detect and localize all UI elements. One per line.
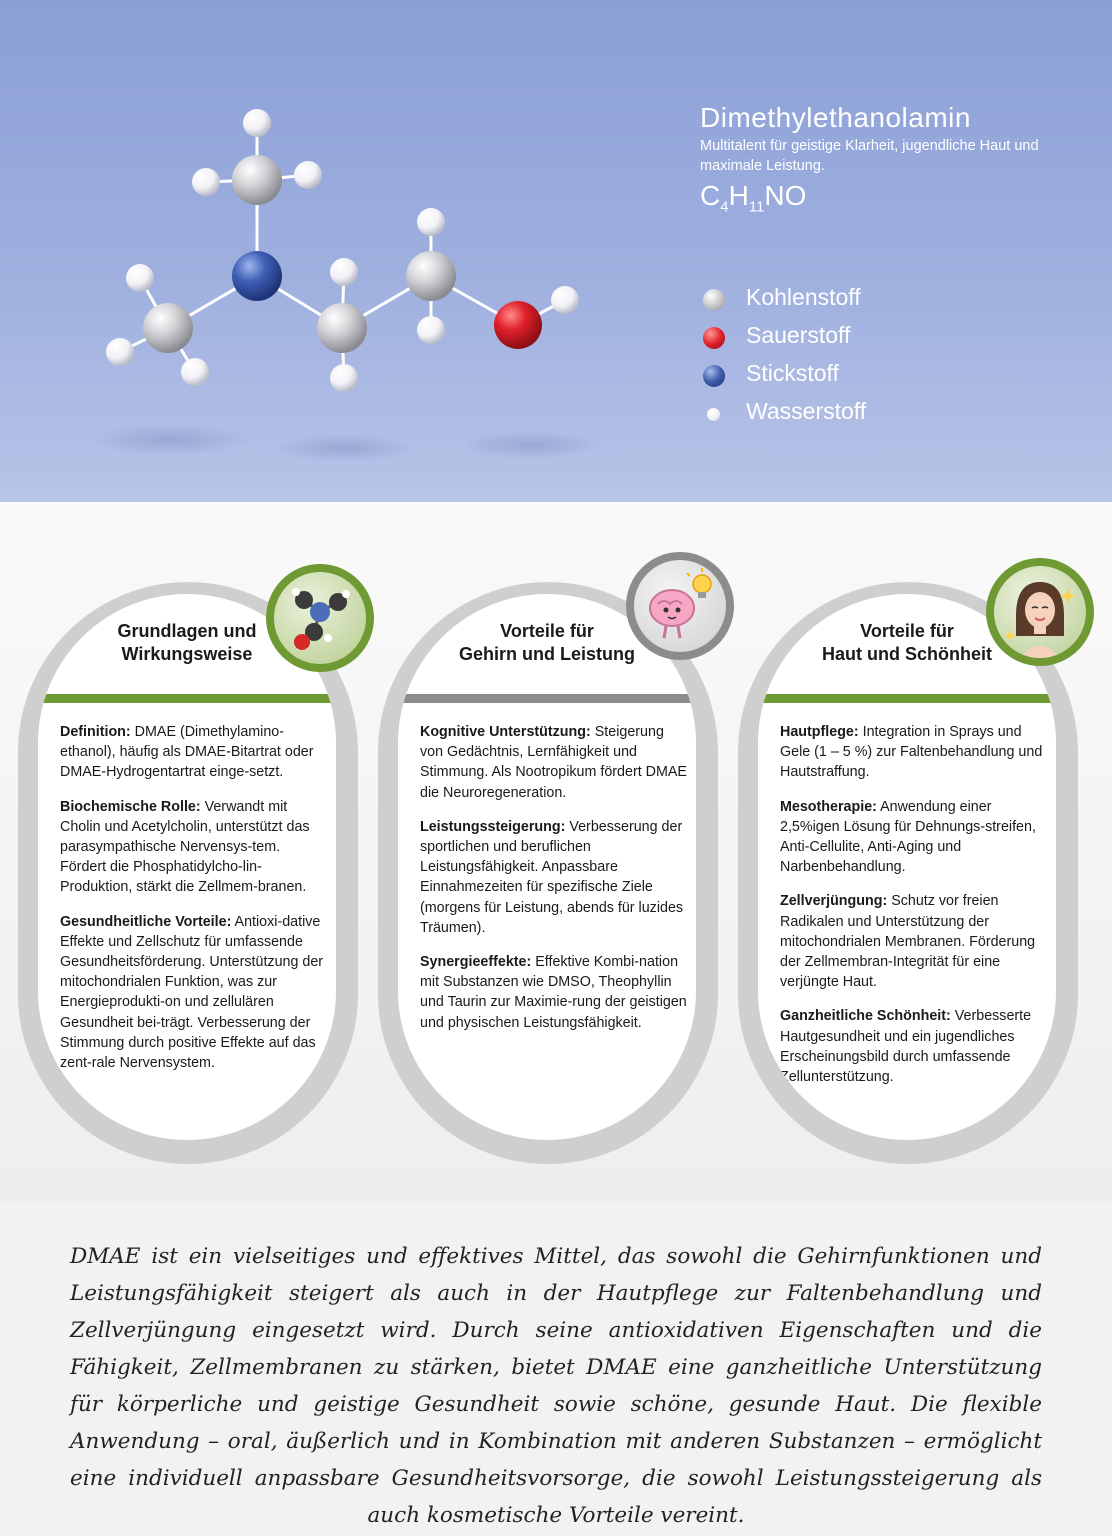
legend-label: Sauerstoff — [746, 322, 851, 348]
section-label: Ganzheitliche Schönheit: — [780, 1008, 951, 1025]
card-panel — [758, 594, 1056, 1140]
card-section — [780, 1006, 1050, 1087]
nitrogen-atom-icon — [703, 365, 725, 387]
card-body — [420, 722, 690, 1047]
section-text: Schutz vor freien Radikalen und Unterstützung der mitochondrialen Membranen. Förderung der Zellmembran-Integrität für eine verjüngte Haut. — [780, 893, 1036, 991]
legend-label: Kohlenstoff — [746, 284, 861, 310]
section-label: Kognitive Unterstützung: — [420, 724, 591, 740]
card-body — [780, 722, 1050, 1101]
card-panel — [398, 594, 696, 1140]
heading-line: Wirkungsweise — [121, 644, 253, 664]
section-label: Zellverjüngung: — [780, 893, 888, 910]
card-section — [420, 952, 690, 1033]
info-cards-section — [0, 502, 1112, 1202]
section-text: Antioxi-dative Effekte und Zellschutz für umfassende Gesundheitsförderung. Unterstützung der mitochondrialen Funktion, was zur Energieprodukti-on und zellulären Gesundheit bei-trägt. Verbesserung der Stimmung durch positive Effekte auf das zent-rale Nervensystem. — [60, 913, 324, 1072]
molecule-model-icon — [274, 572, 366, 664]
heading-line: Gehirn und Leistung — [459, 644, 635, 664]
hydrogen-atom-icon — [707, 408, 720, 421]
card-divider — [758, 694, 1056, 703]
summary-paragraph: DMAE ist ein vielseitiges und effektives Mittel, das sowohl die Gehirnfunktionen und Leistungsfähigkeit steigert als auch in der Hautpflege zur Faltenbehandlung und Zellverjüngung eingesetzt wird. Durch seine antioxidativen Eigenschaften und die Fähigkeit, Zellmembranen zu stärken, bietet DMAE eine ganzheitliche Unterstützung für körperliche und geistige Gesundheit sowie schöne, gesunde Haut. Die flexible Anwendung – oral, äußerlich und in Kombination mit anderen Substanzen – ermöglicht eine individuell anpassbare Gesundheitsvorsorge, die sowohl Leistungssteigerung als auch kosmetische Vorteile vereint. — [70, 1244, 1042, 1528]
card-section — [780, 891, 1050, 992]
heading-line: Haut und Schönheit — [822, 644, 992, 664]
dmae-molecule-illustration — [0, 0, 680, 502]
section-label: Hautpflege: — [780, 724, 859, 740]
section-text: DMAE (Dimethylamino-ethanol), häufig als DMAE-Bitartrat oder DMAE-Hydrogentartrat einge-setzt. — [60, 724, 314, 781]
card-section — [60, 722, 330, 783]
card-body — [60, 722, 330, 1087]
molecule-shadows — [90, 424, 600, 462]
molecule-badge — [266, 564, 374, 672]
card-section — [420, 817, 690, 938]
section-text: Steigerung von Gedächtnis, Lernfähigkeit und Stimmung. Als Nootropikum fördert DMAE die Neuroregeneration. — [420, 724, 687, 801]
section-text: Integration in Sprays und Gele (1 – 5 %) zur Faltenbehandlung und Hautstraffung. — [780, 724, 1043, 781]
woman-face-icon — [994, 566, 1086, 658]
card-section — [60, 797, 330, 898]
card-section — [420, 722, 690, 803]
card-panel — [38, 594, 336, 1140]
section-text: Anwendung einer 2,5%igen Lösung für Dehnungs-streifen, Anti-Cellulite, Anti-Aging und Narbenbehandlung. — [780, 798, 1036, 876]
card-divider — [38, 694, 336, 703]
section-label: Gesundheitliche Vorteile: — [60, 913, 232, 930]
heading-line: Vorteile für — [500, 621, 594, 641]
card-brain — [378, 582, 718, 1164]
section-label: Definition: — [60, 724, 131, 740]
oxygen-atom-icon — [703, 327, 725, 349]
section-label: Synergieeffekte: — [420, 954, 532, 971]
section-text: Verbesserung der sportlichen und beruflichen Leistungsfähigkeit. Anpassbare Einnahmezeiten für spezifische Ziele (morgens für Leistung, abends für luzides Träumen). — [420, 818, 684, 936]
carbon-atom-icon — [703, 289, 725, 311]
card-section — [780, 722, 1050, 783]
section-label: Mesotherapie: — [780, 798, 877, 815]
legend-label: Stickstoff — [746, 360, 839, 386]
card-divider — [398, 694, 696, 703]
section-text: Verbesserte Hautgesundheit und ein jugendliches Erscheinungsbild durch umfassende Zellunterstützung. — [780, 1008, 1032, 1086]
formula-part: NO — [764, 180, 807, 211]
section-label: Leistungssteigerung: — [420, 818, 566, 835]
heading-line: Vorteile für — [860, 621, 954, 641]
section-text: Verwandt mit Cholin und Acetylcholin, unterstützt das parasympathische Nervensys-tem. Fördert die Phosphatidylcho-lin-Produktion, stärkt die Zellmem-branen. — [60, 798, 310, 896]
card-section — [60, 912, 330, 1074]
heading-line: Grundlagen und — [117, 621, 257, 641]
formula-subscript: 11 — [748, 198, 765, 216]
card-skin — [738, 582, 1078, 1164]
section-text: Effektive Kombi-nation mit Substanzen wie DMSO, Theophyllin und Taurin zur Maximie-rung der geistigen und physischen Leistungsfähigkeit. — [420, 954, 687, 1031]
legend-label: Wasserstoff — [746, 398, 867, 424]
chemical-formula — [700, 180, 806, 216]
brain-badge — [626, 552, 734, 660]
brain-lightbulb-icon — [634, 560, 726, 652]
formula-part: C — [700, 180, 721, 211]
formula-part: H — [728, 180, 749, 211]
molecule-title: Dimethylethanolamin — [700, 102, 971, 133]
beauty-badge — [986, 558, 1094, 666]
molecule-subtitle: Multitalent für geistige Klarheit, jugendliche Haut und maximale Leistung. — [700, 138, 1039, 174]
section-label: Biochemische Rolle: — [60, 798, 201, 815]
card-section — [780, 797, 1050, 878]
hero-banner — [0, 0, 1112, 502]
formula-subscript: 4 — [720, 198, 729, 216]
